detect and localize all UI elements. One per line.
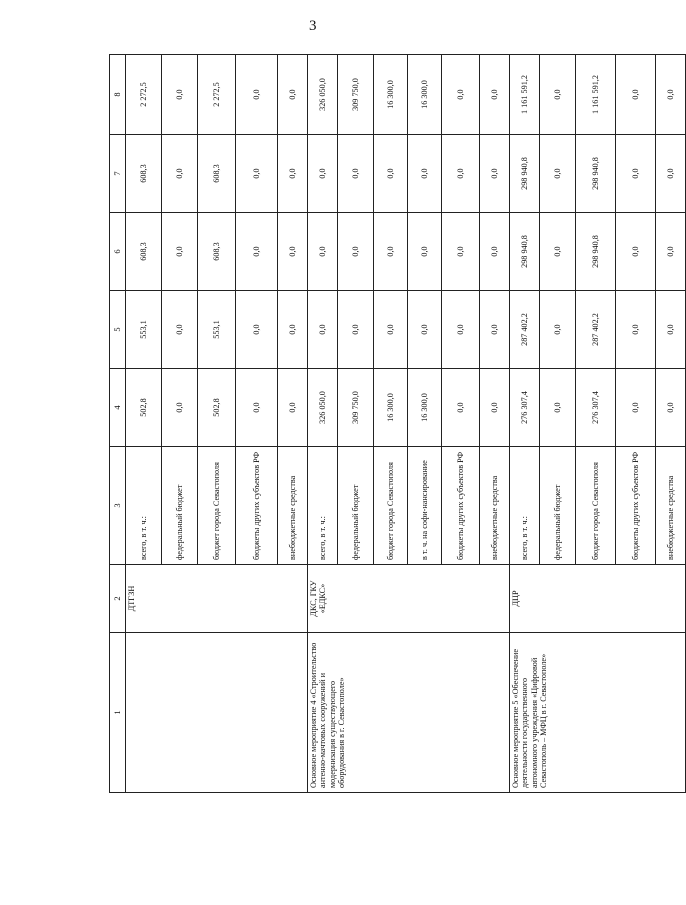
amount-cell: 0,0 <box>338 213 374 291</box>
amount-cell: 0,0 <box>374 135 408 213</box>
amount-cell: 0,0 <box>540 369 576 447</box>
amount-cell: 0,0 <box>480 135 510 213</box>
amount-cell: 287 402,2 <box>510 291 540 369</box>
page-number: 3 <box>309 18 317 34</box>
amount-cell: 608,3 <box>126 135 162 213</box>
amount-cell: 16 300,0 <box>374 55 408 135</box>
amount-cell: 0,0 <box>540 55 576 135</box>
amount-cell: 1 161 591,2 <box>576 55 616 135</box>
amount-cell: 0,0 <box>236 369 278 447</box>
amount-cell: 298 940,8 <box>576 213 616 291</box>
amount-cell: 326 050,0 <box>308 369 338 447</box>
funding-source-cell: федеральный бюджет <box>162 447 198 565</box>
amount-cell: 502,8 <box>198 369 236 447</box>
amount-cell: 0,0 <box>656 369 686 447</box>
amount-cell: 608,3 <box>198 135 236 213</box>
amount-cell: 0,0 <box>480 291 510 369</box>
amount-cell: 0,0 <box>442 291 480 369</box>
amount-cell: 287 402,2 <box>576 291 616 369</box>
amount-cell: 0,0 <box>278 55 308 135</box>
measure-cell <box>126 633 308 793</box>
executor-cell: ДЦР <box>510 565 686 633</box>
funding-source-cell: всего, в т. ч.: <box>126 447 162 565</box>
amount-cell: 0,0 <box>162 135 198 213</box>
amount-cell: 0,0 <box>656 213 686 291</box>
amount-cell: 298 940,8 <box>510 213 540 291</box>
amount-cell: 0,0 <box>656 55 686 135</box>
funding-source-cell: федеральный бюджет <box>540 447 576 565</box>
amount-cell: 608,3 <box>198 213 236 291</box>
amount-cell: 0,0 <box>616 369 656 447</box>
amount-cell: 0,0 <box>278 213 308 291</box>
amount-cell: 0,0 <box>278 369 308 447</box>
funding-source-cell: в т. ч. на софи-нансирование <box>408 447 442 565</box>
amount-cell: 0,0 <box>338 135 374 213</box>
amount-cell: 326 050,0 <box>308 55 338 135</box>
funding-source-cell: федеральный бюджет <box>338 447 374 565</box>
amount-cell: 276 307,4 <box>510 369 540 447</box>
rotated-table-container <box>109 55 675 793</box>
amount-cell: 0,0 <box>408 135 442 213</box>
funding-source-cell: бюджеты других субъектов РФ <box>442 447 480 565</box>
amount-cell: 0,0 <box>162 291 198 369</box>
header-cell-7: 7 <box>110 135 126 213</box>
header-cell-3: 3 <box>110 447 126 565</box>
amount-cell: 0,0 <box>278 135 308 213</box>
executor-cell: ДТГЗН <box>126 565 308 633</box>
amount-cell: 0,0 <box>162 369 198 447</box>
amount-cell: 0,0 <box>162 213 198 291</box>
amount-cell: 309 750,0 <box>338 369 374 447</box>
amount-cell: 0,0 <box>656 291 686 369</box>
amount-cell: 0,0 <box>442 213 480 291</box>
amount-cell: 0,0 <box>616 55 656 135</box>
amount-cell: 0,0 <box>616 291 656 369</box>
amount-cell: 0,0 <box>480 55 510 135</box>
table-row <box>308 55 338 793</box>
header-cell-8: 8 <box>110 55 126 135</box>
amount-cell: 0,0 <box>442 55 480 135</box>
table-row <box>126 55 162 793</box>
header-cell-4: 4 <box>110 369 126 447</box>
funding-source-cell: внебюджетные средства <box>278 447 308 565</box>
funding-source-cell: бюджет города Севастополя <box>198 447 236 565</box>
funding-source-cell: бюджеты других субъектов РФ <box>616 447 656 565</box>
amount-cell: 2 272,5 <box>126 55 162 135</box>
amount-cell: 608,3 <box>126 213 162 291</box>
executor-cell: ДКС, ГКУ «ЕДКС» <box>308 565 510 633</box>
amount-cell: 16 300,0 <box>408 55 442 135</box>
amount-cell: 0,0 <box>236 291 278 369</box>
measure-cell: Основное мероприятие 5 «Обеспечение деятельности государственного автономного учреждения «Цифровой Севастополь – МФЦ в г. Севастополе» <box>510 633 686 793</box>
amount-cell: 298 940,8 <box>576 135 616 213</box>
funding-source-cell: бюджет города Севастополя <box>576 447 616 565</box>
amount-cell: 0,0 <box>616 213 656 291</box>
amount-cell: 553,1 <box>126 291 162 369</box>
header-row <box>110 55 126 793</box>
funding-source-cell: всего, в т. ч.: <box>510 447 540 565</box>
amount-cell: 502,8 <box>126 369 162 447</box>
amount-cell: 0,0 <box>480 213 510 291</box>
amount-cell: 0,0 <box>540 213 576 291</box>
amount-cell: 298 940,8 <box>510 135 540 213</box>
budget-table <box>109 54 686 793</box>
amount-cell: 0,0 <box>236 213 278 291</box>
amount-cell: 0,0 <box>338 291 374 369</box>
amount-cell: 1 161 591,2 <box>510 55 540 135</box>
amount-cell: 0,0 <box>374 213 408 291</box>
amount-cell: 309 750,0 <box>338 55 374 135</box>
amount-cell: 0,0 <box>374 291 408 369</box>
measure-cell: Основное мероприятие 4 «Строительство антенно-мачтовых сооружений и модернизация существующего оборудования в г. Севастополе» <box>308 633 510 793</box>
amount-cell: 0,0 <box>236 55 278 135</box>
amount-cell: 0,0 <box>236 135 278 213</box>
amount-cell: 0,0 <box>408 291 442 369</box>
amount-cell: 0,0 <box>442 135 480 213</box>
amount-cell: 0,0 <box>540 135 576 213</box>
amount-cell: 0,0 <box>442 369 480 447</box>
header-cell-2: 2 <box>110 565 126 633</box>
amount-cell: 0,0 <box>540 291 576 369</box>
amount-cell: 0,0 <box>308 291 338 369</box>
funding-source-cell: внебюджетные средства <box>656 447 686 565</box>
amount-cell: 0,0 <box>308 213 338 291</box>
header-cell-1: 1 <box>110 633 126 793</box>
amount-cell: 0,0 <box>616 135 656 213</box>
amount-cell: 16 300,0 <box>374 369 408 447</box>
amount-cell: 16 300,0 <box>408 369 442 447</box>
table-body <box>110 55 686 793</box>
amount-cell: 553,1 <box>198 291 236 369</box>
funding-source-cell: бюджет города Севастополя <box>374 447 408 565</box>
amount-cell: 0,0 <box>308 135 338 213</box>
amount-cell: 0,0 <box>278 291 308 369</box>
funding-source-cell: внебюджетные средства <box>480 447 510 565</box>
amount-cell: 0,0 <box>162 55 198 135</box>
funding-source-cell: всего, в т. ч.: <box>308 447 338 565</box>
header-cell-5: 5 <box>110 291 126 369</box>
amount-cell: 0,0 <box>408 213 442 291</box>
table-row <box>510 55 540 793</box>
amount-cell: 2 272,5 <box>198 55 236 135</box>
header-cell-6: 6 <box>110 213 126 291</box>
funding-source-cell: бюджеты других субъектов РФ <box>236 447 278 565</box>
amount-cell: 0,0 <box>480 369 510 447</box>
amount-cell: 0,0 <box>656 135 686 213</box>
amount-cell: 276 307,4 <box>576 369 616 447</box>
